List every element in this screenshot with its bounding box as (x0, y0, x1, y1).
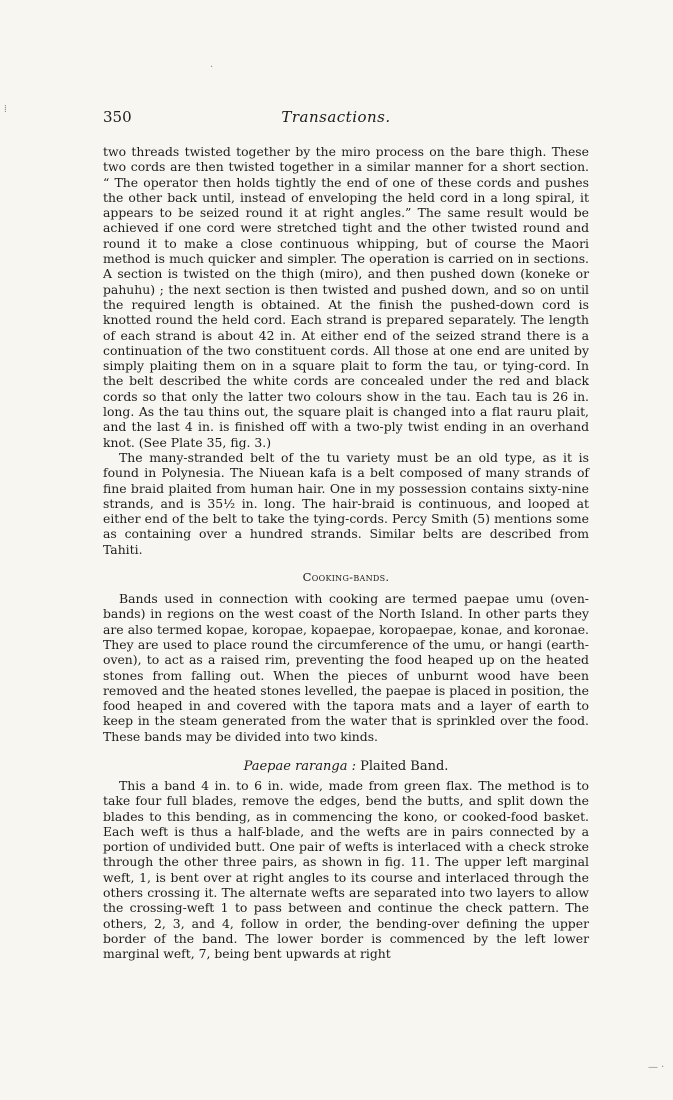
subheading-english: Plaited Band. (360, 758, 449, 774)
paragraph-cooking-bands: Bands used in connection with cooking are termed paepae umu (oven-bands) in regions on the west coast of the North Island. In other parts they are also termed kopae, koropae, kopaepae, koropaepae, konae, and koronae. They are used to place round the circumference of the umu, or hangi (earth-oven), to act as a raised rim, preventing the food heaped up on the heated stones from falling out. When the pieces of unburnt wood have been removed and the heated stones levelled, the paepae is placed in position, the food heaped in and covered with the tapora mats and a layer of earth to keep in the steam generated from the water that is sprinkled over the food. These bands may be divided into two kinds. (103, 591, 589, 744)
page (103, 108, 589, 962)
subheading (103, 759, 589, 774)
page-number: 350 (103, 108, 132, 126)
body-text (103, 144, 589, 962)
running-title: Transactions. (281, 108, 391, 126)
scan-mark-right: — · (648, 1062, 665, 1073)
scan-mark-left: ⁞ (4, 104, 7, 115)
section-heading: Cooking-bands. (302, 570, 390, 585)
page-header (103, 108, 589, 134)
paragraph-tu-belt: The many-stranded belt of the tu variety must be an old type, as it is found in Polynesia. The Niuean kafa is a belt composed of many strands of fine braid plaited from human hair. One in my possession contains sixty-nine strands, and is 35½ in. long. The hair-braid is continuous, and looped at either end of the belt to take the tying-cords. Percy Smith (5) mentions some as containing over a hundred strands. Similar belts are described from Tahiti. (103, 449, 589, 557)
paragraph-continuation: two threads twisted together by the miro process on the bare thigh. These two cords are then twisted together in a similar manner for a short section. “ The operator then holds tightly the end of one of these cords and pushes the other back until, instead of enveloping the held cord in a long spiral, it appears to be seized round it at right angles.” The same result would be achieved if one cord were stretched tight and the other twisted round and round it to make a close continuous whipping, but of course the Maori method is much quicker and simpler. The operation is carried on in sections. A section is twisted on the thigh (miro), and then pushed down (koneke or pahuhu) ; the next section is then twisted and pushed down, and so on until the required length is obtained. At the finish the pushed-down cord is knotted round the held cord. Each strand is prepared separately. The length of each strand is about 42 in. At either end of the seized strand there is a continuation of the two constituent cords. All those at one end are united by simply plaiting them on in a square plait to form the tau, or tying-cord. In the belt described the white cords are concealed under the red and black cords so that only the latter two colours show in the tau. Each tau is 26 in. long. As the tau thins out, the square plait is changed into a flat rauru plait, and the last 4 in. is finished off with a two-ply twist ending in an overhand knot. (See Plate 35, fig. 3.) (103, 144, 589, 450)
subheading-maori: Paepae raranga : (243, 758, 356, 774)
paragraph-plaited-band: This a band 4 in. to 6 in. wide, made from green flax. The method is to take four full blades, remove the edges, bend the butts, and split down the blades to this bending, as in commencing the kono, or cooked-food basket. Each weft is thus a half-blade, and the wefts are in pairs connected by a portion of undivided butt. One pair of wefts is interlaced with a check stroke through the other three pairs, as shown in fig. 11. The upper left marginal weft, 1, is bent over at right angles to its course and interlaced through the others crossing it. The alternate wefts are separated into two layers to allow the crossing-weft 1 to pass between and continue the check pattern. The others, 2, 3, and 4, follow in order, the bending-over defining the upper border of the band. The lower border is commenced by the left lower marginal weft, 7, being bent upwards at right (103, 777, 589, 962)
scan-mark-top: · (210, 62, 214, 73)
